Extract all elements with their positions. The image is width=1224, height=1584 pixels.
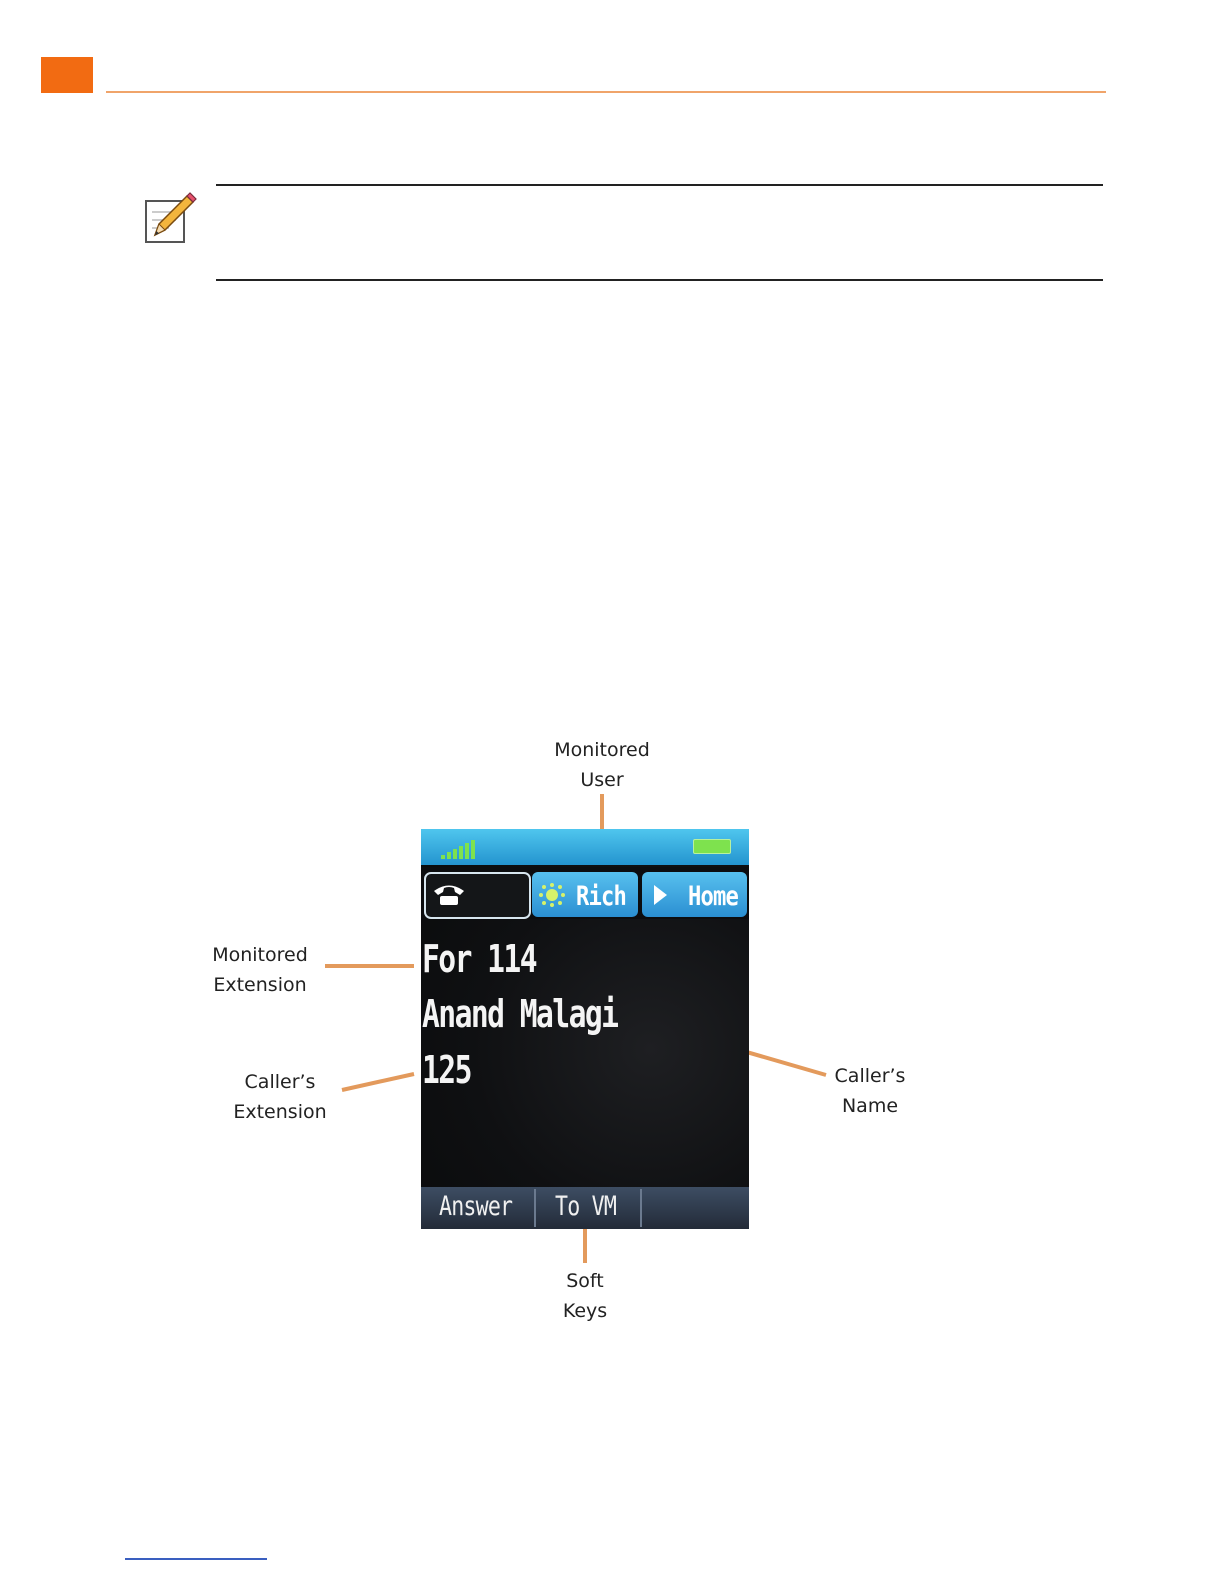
play-icon [654,885,667,905]
caller-extension-text: 125 [422,1048,471,1092]
presence-icon [537,883,567,907]
phone-screen [421,829,749,1229]
tab-home[interactable] [642,872,747,917]
note-bottom-rule [216,279,1103,281]
softkey-bar [421,1187,749,1229]
callers-extension-callout: Caller’s Extension [233,1071,327,1123]
caller-name-text: Anand Malagi [422,992,618,1036]
monitored-user-callout: Monitored User [554,739,650,791]
callers-name-callout: Caller’s Name [834,1065,906,1117]
note-top-rule [216,184,1103,186]
softkey-divider [640,1189,642,1227]
monitored-user-name: Rich [576,881,627,912]
tab-phone[interactable] [424,872,531,919]
phone-handset-icon [432,882,466,906]
tab-row [421,867,749,919]
softkey-divider [534,1189,536,1227]
tab-monitored-user[interactable] [532,872,638,917]
header-rule [106,91,1106,93]
footer-link-underline [125,1558,267,1560]
section-marker [41,57,93,93]
monitored-extension-text: For 114 [422,937,537,981]
answer-softkey[interactable]: Answer [439,1191,513,1222]
signal-icon [441,839,477,859]
soft-keys-callout: Soft Keys [562,1270,608,1322]
battery-icon [693,839,731,854]
status-bar [421,829,749,865]
tab-home-label: Home [688,881,739,912]
monitored-extension-callout: Monitored Extension [212,944,308,996]
note-pencil-icon [143,192,199,246]
to-vm-softkey[interactable]: To VM [555,1191,617,1222]
callers-extension-line [342,1074,414,1090]
